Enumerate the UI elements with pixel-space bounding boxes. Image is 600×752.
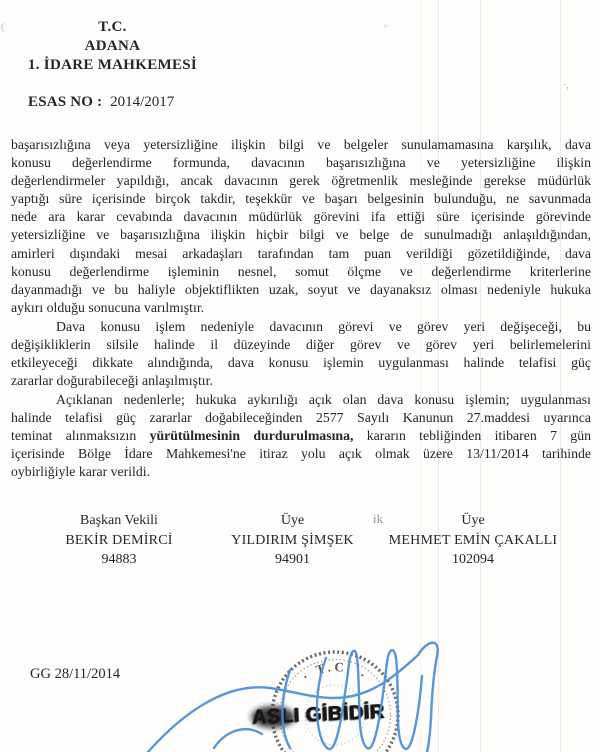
body-line: zararlar doğurabileceği anlaşılmıştır. <box>11 373 213 389</box>
body-line: yaptığı süre içerisinde birçok takdir, teşekkür ve başarı belgesinin bulunduğu, ne savunmada <box>11 191 591 207</box>
case-number-line <box>28 94 174 111</box>
body-line: değişikliklerin silsile halinde il düzeyinde diğer görev ve görev yeri belirlemelerini <box>11 337 591 353</box>
signer-name: MEHMET EMİN ÇAKALLI <box>388 532 558 548</box>
body-line-with-bold <box>11 427 591 445</box>
body-line: amirleri dışındaki mesai arkadaşları tarafından tam puan verildiği gözetildiğinde, dava <box>11 245 591 261</box>
signature-stroke <box>214 729 262 748</box>
case-number-value: 2014/2017 <box>110 94 175 110</box>
body-line: Dava konusu işlem nedeniyle davacının görevi ve görev yeri değişeceği, bu <box>56 319 591 334</box>
body-line: etkileyeceği dikkate alındığında, dava konusu işlemin uygulanması halinde telafisi güç <box>11 355 591 371</box>
svg-text:· T.C. · <box>299 659 371 684</box>
signature-stroke <box>317 651 387 749</box>
clerk-initials-date: GG 28/11/2014 <box>30 666 121 682</box>
body-line: oybirliğiyle karar verildi. <box>11 464 151 480</box>
paragraph-findings <box>11 136 591 317</box>
scan-artifact-ik: ik <box>373 511 384 526</box>
signer-title: Başkan Vekili <box>80 513 158 528</box>
body-line: yetersizliğine ve başarısızlığına ilişkin hiçbir bilgi ve belge de sunulmadığı anlaşıldığından, <box>11 227 591 243</box>
court-header <box>10 18 215 75</box>
body-line: başarısızlığına veya yetersizliğine ilişkin bilgi ve belgeler sunulamamasına karşılık, dava <box>11 137 591 152</box>
signer-registry-number: 102094 <box>452 552 494 567</box>
header-tc: T.C. <box>98 19 127 35</box>
signer-title: Üye <box>461 513 485 528</box>
round-court-stamp <box>130 630 470 752</box>
body-line: nede ara karar cevabında davacının müdürlük görevini ifa ettiği süre içerisinde görevinde <box>11 209 591 225</box>
signature-column-president <box>29 511 209 570</box>
body-line: aykırı olduğu sonucuna varılmıştır. <box>11 299 205 315</box>
body-line: konusu değerlendirme işleminin nesnel, somut ölçme ve değerlendirme kriterlerine <box>11 263 591 279</box>
certified-copy-stamp-text: ASLI GİBİDİR <box>251 700 386 729</box>
scan-speck: ( <box>1 22 5 33</box>
stamp-tc-arc-text: · T.C. · <box>299 658 371 685</box>
signer-title: Üye <box>280 513 305 528</box>
handwritten-signature <box>130 630 470 752</box>
body-line: içerisinde Bölge İdare Mahkemesi'ne itiraz yolu açık olmak üzere 13/11/2014 tarihinde <box>11 446 591 462</box>
body-line: halinde telafisi güç zararlar doğabileceğinden 2577 Sayılı Kanunun 27.maddesi uyarınca <box>11 410 591 426</box>
case-number-label: ESAS NO : <box>28 94 103 110</box>
scan-speck: ·, <box>563 80 569 91</box>
ruling-line-pre: teminat alınmaksızın <box>11 428 150 444</box>
header-city: ADANA <box>84 38 141 54</box>
body-line: değerlendirmeler yapıldığı, ancak davacının gerek öğretmenlik mesleğinde gerekse müdürlük <box>11 173 591 189</box>
paragraph-irreparable-harm <box>11 318 591 390</box>
body-line: dayanmadığı ve bu haliyle objektiflikten uzak, soyut ve dayanaksız olması nedeniyle hukuka <box>11 281 591 297</box>
body-line: Açıklanan nedenlerle; hukuka aykırılığı açık olan dava konusu işlemin; uygulanması <box>56 392 591 407</box>
ruling-bold-phrase: yürütülmesinin durdurulmasına, <box>149 428 354 444</box>
ruling-line-post: kararın tebliğinden itibaren 7 gün <box>353 428 591 444</box>
signer-registry-number: 94883 <box>101 552 137 567</box>
signer-registry-number: 94901 <box>275 552 310 567</box>
signature-column-member-2 <box>378 511 568 570</box>
signer-name: BEKİR DEMİRCİ <box>65 532 173 548</box>
signature-column-member-1 <box>205 511 380 570</box>
header-court-name: 1. İDARE MAHKEMESİ <box>27 57 198 73</box>
scan-speck: ˢ· <box>384 22 390 33</box>
signer-name: YILDIRIM ŞİMŞEK <box>231 532 354 548</box>
paragraph-ruling <box>11 391 591 481</box>
body-line: konusu değerlendirme formunda, davacının başarısızlığına ve yetersizliğine ilişkin <box>11 155 591 171</box>
